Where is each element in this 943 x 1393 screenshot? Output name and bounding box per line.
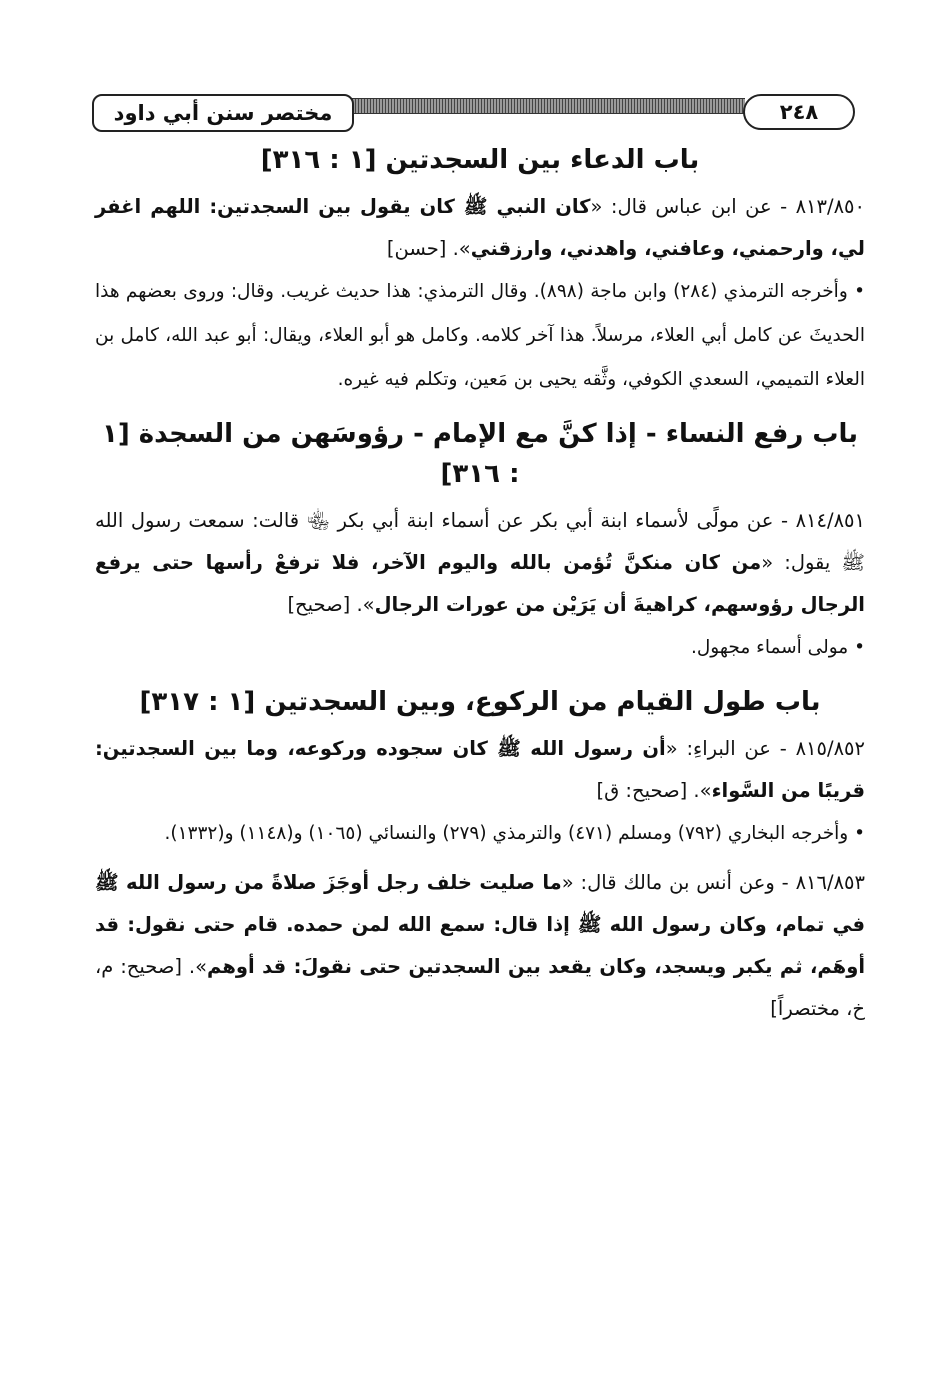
hadith-text — [95, 186, 865, 270]
hadith-intro: ٨١٦/٨٥٣ - وعن أنس بن مالك قال: « — [561, 871, 865, 894]
hadith-text — [95, 862, 865, 1030]
chapter-heading: باب طول القيام من الركوع، وبين السجدتين [١ : ٣١٧] — [139, 687, 821, 717]
hadith-grading: ». [صحيح] — [287, 593, 375, 616]
page-header — [92, 94, 855, 130]
hadith-intro: ٨١٣/٨٥٠ - عن ابن عباس قال: « — [590, 195, 865, 218]
hadith-text — [95, 500, 865, 626]
hadith-quote: كان النبي ﷺ كان يقول بين السجدتين: اللهم اغفر لي، وارحمني، وعافني، واهدني، وارزقني — [95, 195, 865, 260]
chapter-heading: باب رفع النساء - إذا كنَّ مع الإمام - رؤوسَهن من السجدة [١ : ٣١٦] — [101, 419, 859, 489]
book-title: مختصر سنن أبي داود — [92, 94, 354, 132]
page-content — [95, 140, 865, 1030]
header-decorative-band — [352, 98, 745, 114]
page-number: ٢٤٨ — [743, 94, 855, 130]
chapter-heading: باب الدعاء بين السجدتين [١ : ٣١٦] — [260, 145, 700, 175]
hadith-grading: ». [صحيح: م، خ، مختصراً] — [95, 955, 865, 1020]
hadith-grading: ». [صحيح: ق] — [596, 779, 712, 802]
hadith-note: • وأخرجه البخاري (٧٩٢) ومسلم (٤٧١) والترمذي (٢٧٩) والنسائي (١٠٦٥) و(١١٤٨) و(١٣٣٢). — [164, 823, 865, 844]
hadith-quote: أن رسول الله ﷺ كان سجوده وركوعه، وما بين السجدتين: قريبًا من السَّواء — [95, 737, 865, 802]
hadith-note: • وأخرجه الترمذي (٢٨٤) وابن ماجة (٨٩٨). وقال الترمذي: هذا حديث غريب. وقال: وروى بعضهم هذا الحديثَ عن كامل أبي العلاء، مرسلاً. هذا آخر كلامه. وكامل هو أبو العلاء، ويقال: أبو عبد الله، كامل بن العلاء التميمي، السعدي الكوفي، وثَّقه يحيى بن مَعين، وتكلم فيه غيره. — [95, 281, 865, 390]
hadith-intro: ٨١٤/٨٥١ - عن مولًى لأسماء ابنة أبي بكر عن أسماء ابنة أبي بكر ﵄ قالت: سمعت رسول الله ﷺ يقول: « — [95, 509, 865, 574]
hadith-text — [95, 728, 865, 812]
hadith-grading: ». [حسن] — [386, 237, 471, 260]
hadith-intro: ٨١٥/٨٥٢ - عن البراءِ: « — [665, 737, 865, 760]
hadith-quote: من كان منكنَّ تُؤمن بالله واليوم الآخر، فلا ترفعْ رأسها حتى يرفع الرجال رؤوسهم، كراهيةَ أن يَرَيْن من عورات الرجال — [95, 551, 865, 616]
hadith-quote: ما صليت خلف رجل أوجَزَ صلاةً من رسول الله ﷺ في تمام، وكان رسول الله ﷺ إذا قال: سمع الله لمن حمده. قام حتى نقول: قد أوهَم، ثم يكبر ويسجد، وكان يقعد بين السجدتين حتى نقولَ: قد أوهم — [95, 871, 866, 978]
hadith-note: • مولى أسماء مجهول. — [690, 637, 865, 658]
